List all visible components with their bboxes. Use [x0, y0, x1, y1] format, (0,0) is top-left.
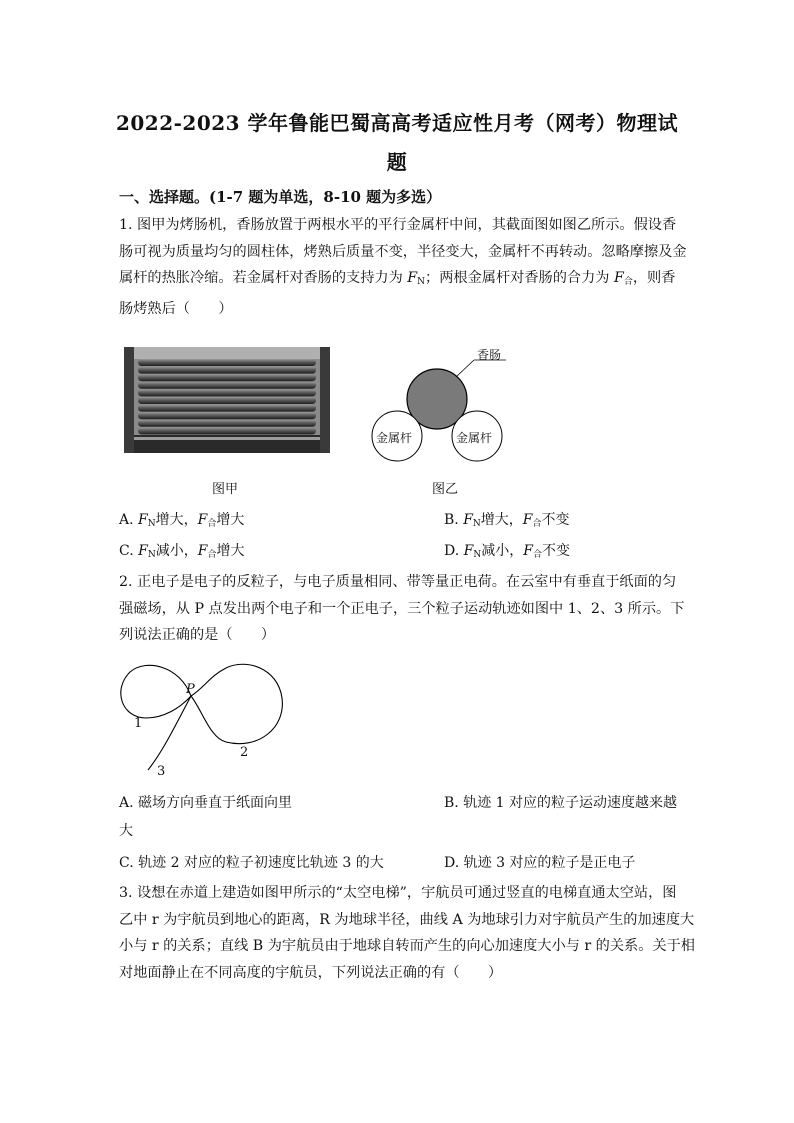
- question-3: [119, 880, 695, 986]
- sausage-grill-photo: [124, 347, 330, 453]
- grill-roll: [138, 420, 316, 427]
- question-1: [119, 212, 687, 322]
- q1-option-b[interactable]: B. $F_N$增大，$F_合$不变: [444, 512, 570, 529]
- grill-roll: [138, 427, 316, 434]
- trajectory-2: [191, 664, 282, 743]
- label-point-p: P: [186, 682, 195, 697]
- q1-option-d[interactable]: D. $F_N$减小，$F_合$不变: [444, 543, 570, 560]
- q1-line-1: 1. 图甲为烤肠机，香肠放置于两根水平的平行金属杆中间，其截面图如图乙所示。假设香: [119, 217, 677, 233]
- q1-line-2: 肠可视为质量均匀的圆柱体，烤熟后质量不变，半径变大，金属杆不再转动。忽略摩擦及金: [119, 243, 687, 260]
- page-title: 2022-2023 学年鲁能巴蜀高高考适应性月考（网考）物理试: [115, 111, 679, 135]
- q1-line-4: 肠烤熟后（ ）: [119, 300, 233, 317]
- grill-roll: [138, 405, 316, 412]
- question-2: [119, 569, 685, 649]
- grill-roll: [138, 374, 316, 381]
- section-heading: 一、选择题。(1-7 题为单选，8-10 题为多选）: [119, 188, 442, 206]
- q2-line-3: 列说法正确的是（ ）: [119, 627, 276, 643]
- q3-line-2: 乙中 r 为宇航员到地心的距离，R 为地球半径，曲线 A 为地球引力对宇航员产生的加速度大: [119, 911, 695, 928]
- grill-roll: [138, 389, 316, 396]
- page-title-continued: 题: [386, 150, 408, 174]
- q3-line-1: 3. 设想在赤道上建造如图甲所示的“太空电梯”，宇航员可通过竖直的电梯直通太空站，图: [119, 885, 677, 901]
- particle-trajectory-diagram: [118, 658, 298, 780]
- q2-option-a[interactable]: A. 磁场方向垂直于纸面向里: [119, 795, 293, 811]
- grill-roll: [138, 382, 316, 389]
- q2-option-c[interactable]: C. 轨迹 2 对应的粒子初速度比轨迹 3 的大: [119, 855, 384, 871]
- label-trajectory-1: 1: [134, 716, 143, 731]
- label-sausage: 香肠: [477, 348, 502, 362]
- fig-jia-caption: 图甲: [212, 482, 239, 497]
- sausage-leader-line: [456, 360, 474, 377]
- label-trajectory-2: 2: [240, 745, 249, 760]
- q1-option-a[interactable]: A. $F_N$增大，$F_合$增大: [119, 512, 245, 529]
- q3-line-3: 小与 r 的关系；直线 B 为宇航员由于地球自转而产生的向心加速度大小与 r 的关系。关于相: [119, 938, 695, 954]
- q2-line-2: 强磁场，从 P 点发出两个电子和一个正电子，三个粒子运动轨迹如图中 1、2、3 所示。下: [119, 600, 685, 617]
- q3-line-4: 对地面静止在不同高度的宇航员，下列说法正确的有（ ）: [119, 964, 503, 981]
- q2-option-d[interactable]: D. 轨迹 3 对应的粒子是正电子: [444, 855, 636, 871]
- grill-roll: [138, 359, 316, 366]
- grill-roll: [138, 397, 316, 404]
- q2-line-1: 2. 正电子是电子的反粒子，与电子质量相同、带等量正电荷。在云室中有垂直于纸面的匀: [119, 574, 677, 590]
- label-rod-left: 金属杆: [376, 431, 413, 445]
- label-trajectory-3: 3: [157, 764, 166, 779]
- q1-line-3: 属杆的热胀冷缩。若金属杆对香肠的支持力为 $F_N$；两根金属杆对香肠的合力为 $F_合$，则香: [119, 270, 676, 287]
- trajectory-1: [121, 665, 191, 718]
- q2-option-b[interactable]: B. 轨迹 1 对应的粒子运动速度越来越: [444, 795, 677, 811]
- label-rod-right: 金属杆: [456, 431, 493, 445]
- grill-roll: [138, 367, 316, 374]
- grill-roll: [138, 412, 316, 419]
- q1-option-c[interactable]: C. $F_N$减小，$F_合$增大: [119, 543, 245, 560]
- trajectory-3: [148, 696, 191, 770]
- q2-option-b-continued: 大: [119, 823, 133, 839]
- fig-yi-caption: 图乙: [432, 482, 459, 497]
